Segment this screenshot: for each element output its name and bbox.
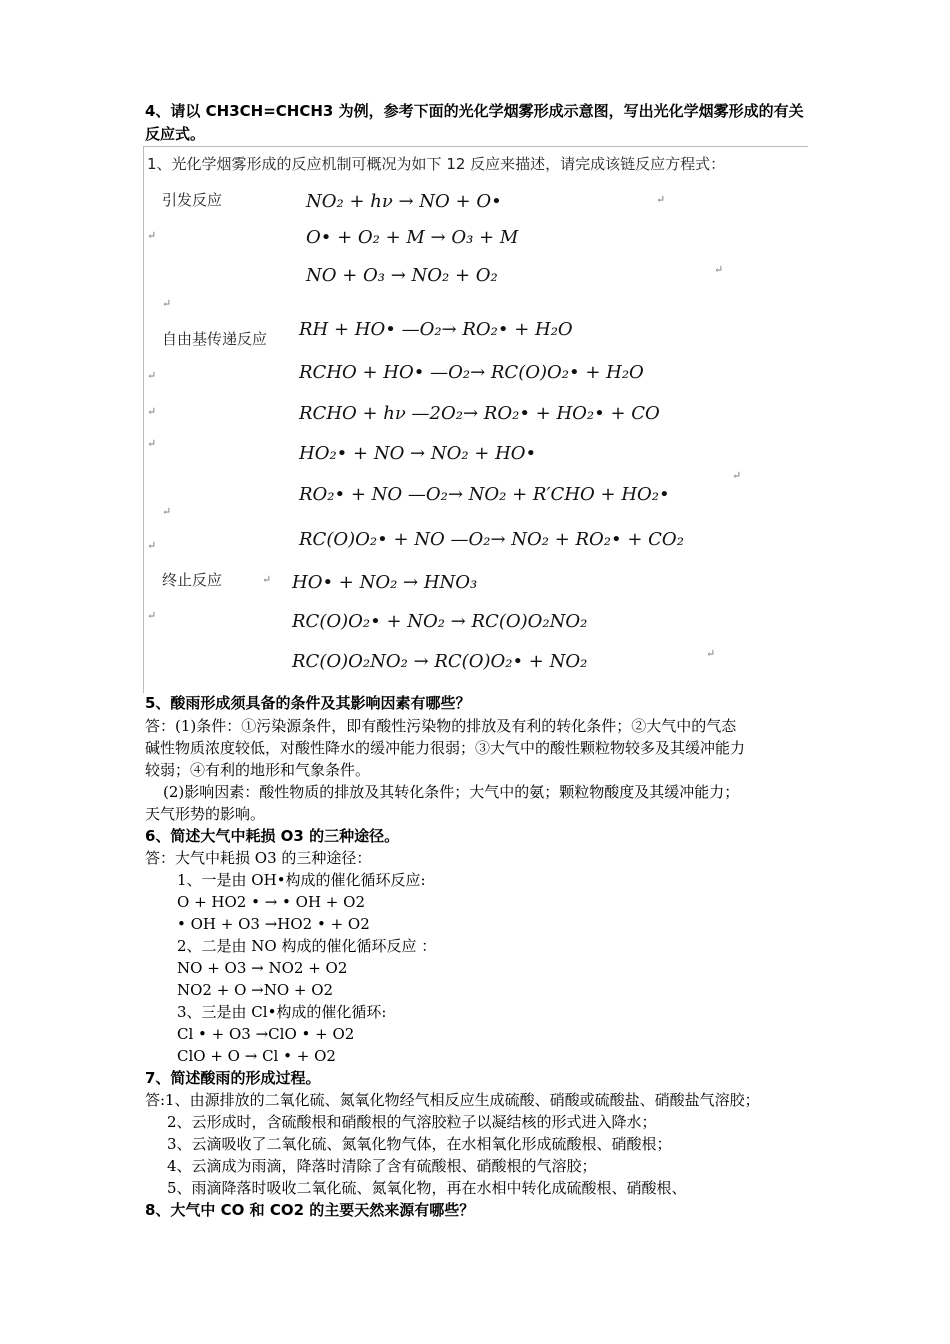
return-mark: ↵ bbox=[714, 263, 724, 276]
equation-3: NO + O₃ → NO₂ + O₂ bbox=[306, 265, 498, 286]
return-mark: ↵ bbox=[147, 369, 157, 382]
q5-answer-line: 碱性物质浓度较低，对酸性降水的缓冲能力很弱；③大气中的酸性颗粒物较多及其缓冲能力 bbox=[145, 739, 746, 757]
question-5-title: 5、酸雨形成须具备的条件及其影响因素有哪些？ bbox=[145, 694, 471, 712]
question-8-title: 8、大气中 CO 和 CO2 的主要天然来源有哪些？ bbox=[145, 1201, 475, 1219]
return-mark: ↵ bbox=[706, 647, 716, 660]
q5-answer-line: 答：(1)条件：①污染源条件，即有酸性污染物的排放及有利的转化条件；②大气中的气态 bbox=[145, 717, 737, 735]
q7-answer-line: 3、云滴吸收了二氧化硫、氮氧化物气体，在水相氧化形成硫酸根、硝酸根； bbox=[167, 1135, 672, 1153]
question-6-title: 6、简述大气中耗损 O3 的三种途径。 bbox=[145, 827, 400, 845]
section-initiation: 引发反应 bbox=[162, 191, 223, 209]
q6-reaction: Cl • + O3 →ClO • + O2 bbox=[177, 1025, 355, 1043]
return-mark: ↵ bbox=[262, 573, 272, 586]
q6-reaction: • OH + O3 →HO2 • + O2 bbox=[177, 915, 370, 933]
return-mark: ↵ bbox=[147, 405, 157, 418]
return-mark: ↵ bbox=[732, 469, 742, 482]
section-termination: 终止反应 bbox=[162, 571, 223, 589]
q6-reaction: ClO + O → Cl • + O2 bbox=[177, 1047, 336, 1065]
question-7-title: 7、简述酸雨的形成过程。 bbox=[145, 1069, 321, 1087]
equation-11: RC(O)O₂• + NO₂ → RC(O)O₂NO₂ bbox=[292, 611, 588, 632]
return-mark: ↵ bbox=[162, 505, 172, 518]
reaction-mechanism-figure bbox=[143, 146, 808, 693]
equation-1: NO₂ + hν → NO + O• bbox=[306, 191, 502, 212]
equation-4: RH + HO• —O₂→ RO₂• + H₂O bbox=[299, 319, 573, 340]
q7-answer-line: 4、云滴成为雨滴，降落时清除了含有硫酸根、硝酸根的气溶胶； bbox=[167, 1157, 597, 1175]
q6-answer-line: 1、一是由 OH•构成的催化循环反应: bbox=[177, 871, 426, 889]
q7-answer-line: 答:1、由源排放的二氧化硫、氮氧化物经气相反应生成硫酸、硝酸或硫酸盐、硝酸盐气溶胶； bbox=[145, 1091, 760, 1109]
q6-answer-line: 答：大气中耗损 O3 的三种途径： bbox=[145, 849, 372, 867]
section-chain: 自由基传递反应 bbox=[162, 330, 268, 348]
q6-reaction: O + HO2 • → • OH + O2 bbox=[177, 893, 365, 911]
q6-answer-line: 2、二是由 NO 构成的催化循环反应 ： bbox=[177, 937, 437, 955]
q6-reaction: NO + O3 → NO2 + O2 bbox=[177, 959, 348, 977]
q5-answer-line: (2)影响因素：酸性物质的排放及其转化条件；大气中的氨；颗粒物酸度及其缓冲能力； bbox=[163, 783, 740, 801]
equation-12: RC(O)O₂NO₂ → RC(O)O₂• + NO₂ bbox=[292, 651, 588, 672]
equation-6: RCHO + hν —2O₂→ RO₂• + HO₂• + CO bbox=[299, 403, 660, 424]
q7-answer-line: 2、云形成时，含硫酸根和硝酸根的气溶胶粒子以凝结核的形式进入降水； bbox=[167, 1113, 657, 1131]
equation-8: RO₂• + NO —O₂→ NO₂ + R′CHO + HO₂• bbox=[299, 484, 670, 505]
equation-9: RC(O)O₂• + NO —O₂→ NO₂ + RO₂• + CO₂ bbox=[299, 529, 684, 550]
return-mark: ↵ bbox=[656, 193, 666, 206]
equation-2: O• + O₂ + M → O₃ + M bbox=[306, 227, 519, 248]
equation-7: HO₂• + NO → NO₂ + HO• bbox=[299, 443, 537, 464]
q6-answer-line: 3、三是由 Cl•构成的催化循环: bbox=[177, 1003, 387, 1021]
equation-5: RCHO + HO• —O₂→ RC(O)O₂• + H₂O bbox=[299, 362, 644, 383]
return-mark: ↵ bbox=[147, 229, 157, 242]
return-mark: ↵ bbox=[147, 609, 157, 622]
q6-reaction: NO2 + O →NO + O2 bbox=[177, 981, 334, 999]
return-mark: ↵ bbox=[147, 539, 157, 552]
question-4-title: 4、请以 CH3CH=CHCH3 为例，参考下面的光化学烟雾形成示意图，写出光化学烟雾形成的有关反应式。 bbox=[145, 102, 804, 143]
return-mark: ↵ bbox=[147, 437, 157, 450]
q7-answer-line: 5、雨滴降落时吸收二氧化硫、氮氧化物，再在水相中转化成硫酸根、硝酸根、 bbox=[167, 1179, 687, 1197]
return-mark: ↵ bbox=[162, 297, 172, 310]
q5-answer-line: 较弱；④有利的地形和气象条件。 bbox=[145, 761, 371, 779]
figure-intro: 1、光化学烟雾形成的反应机制可概况为如下 12 反应来描述，请完成该链反应方程式： bbox=[147, 155, 726, 173]
equation-10: HO• + NO₂ → HNO₃ bbox=[292, 572, 478, 593]
q5-answer-line: 天气形势的影响。 bbox=[145, 805, 266, 823]
